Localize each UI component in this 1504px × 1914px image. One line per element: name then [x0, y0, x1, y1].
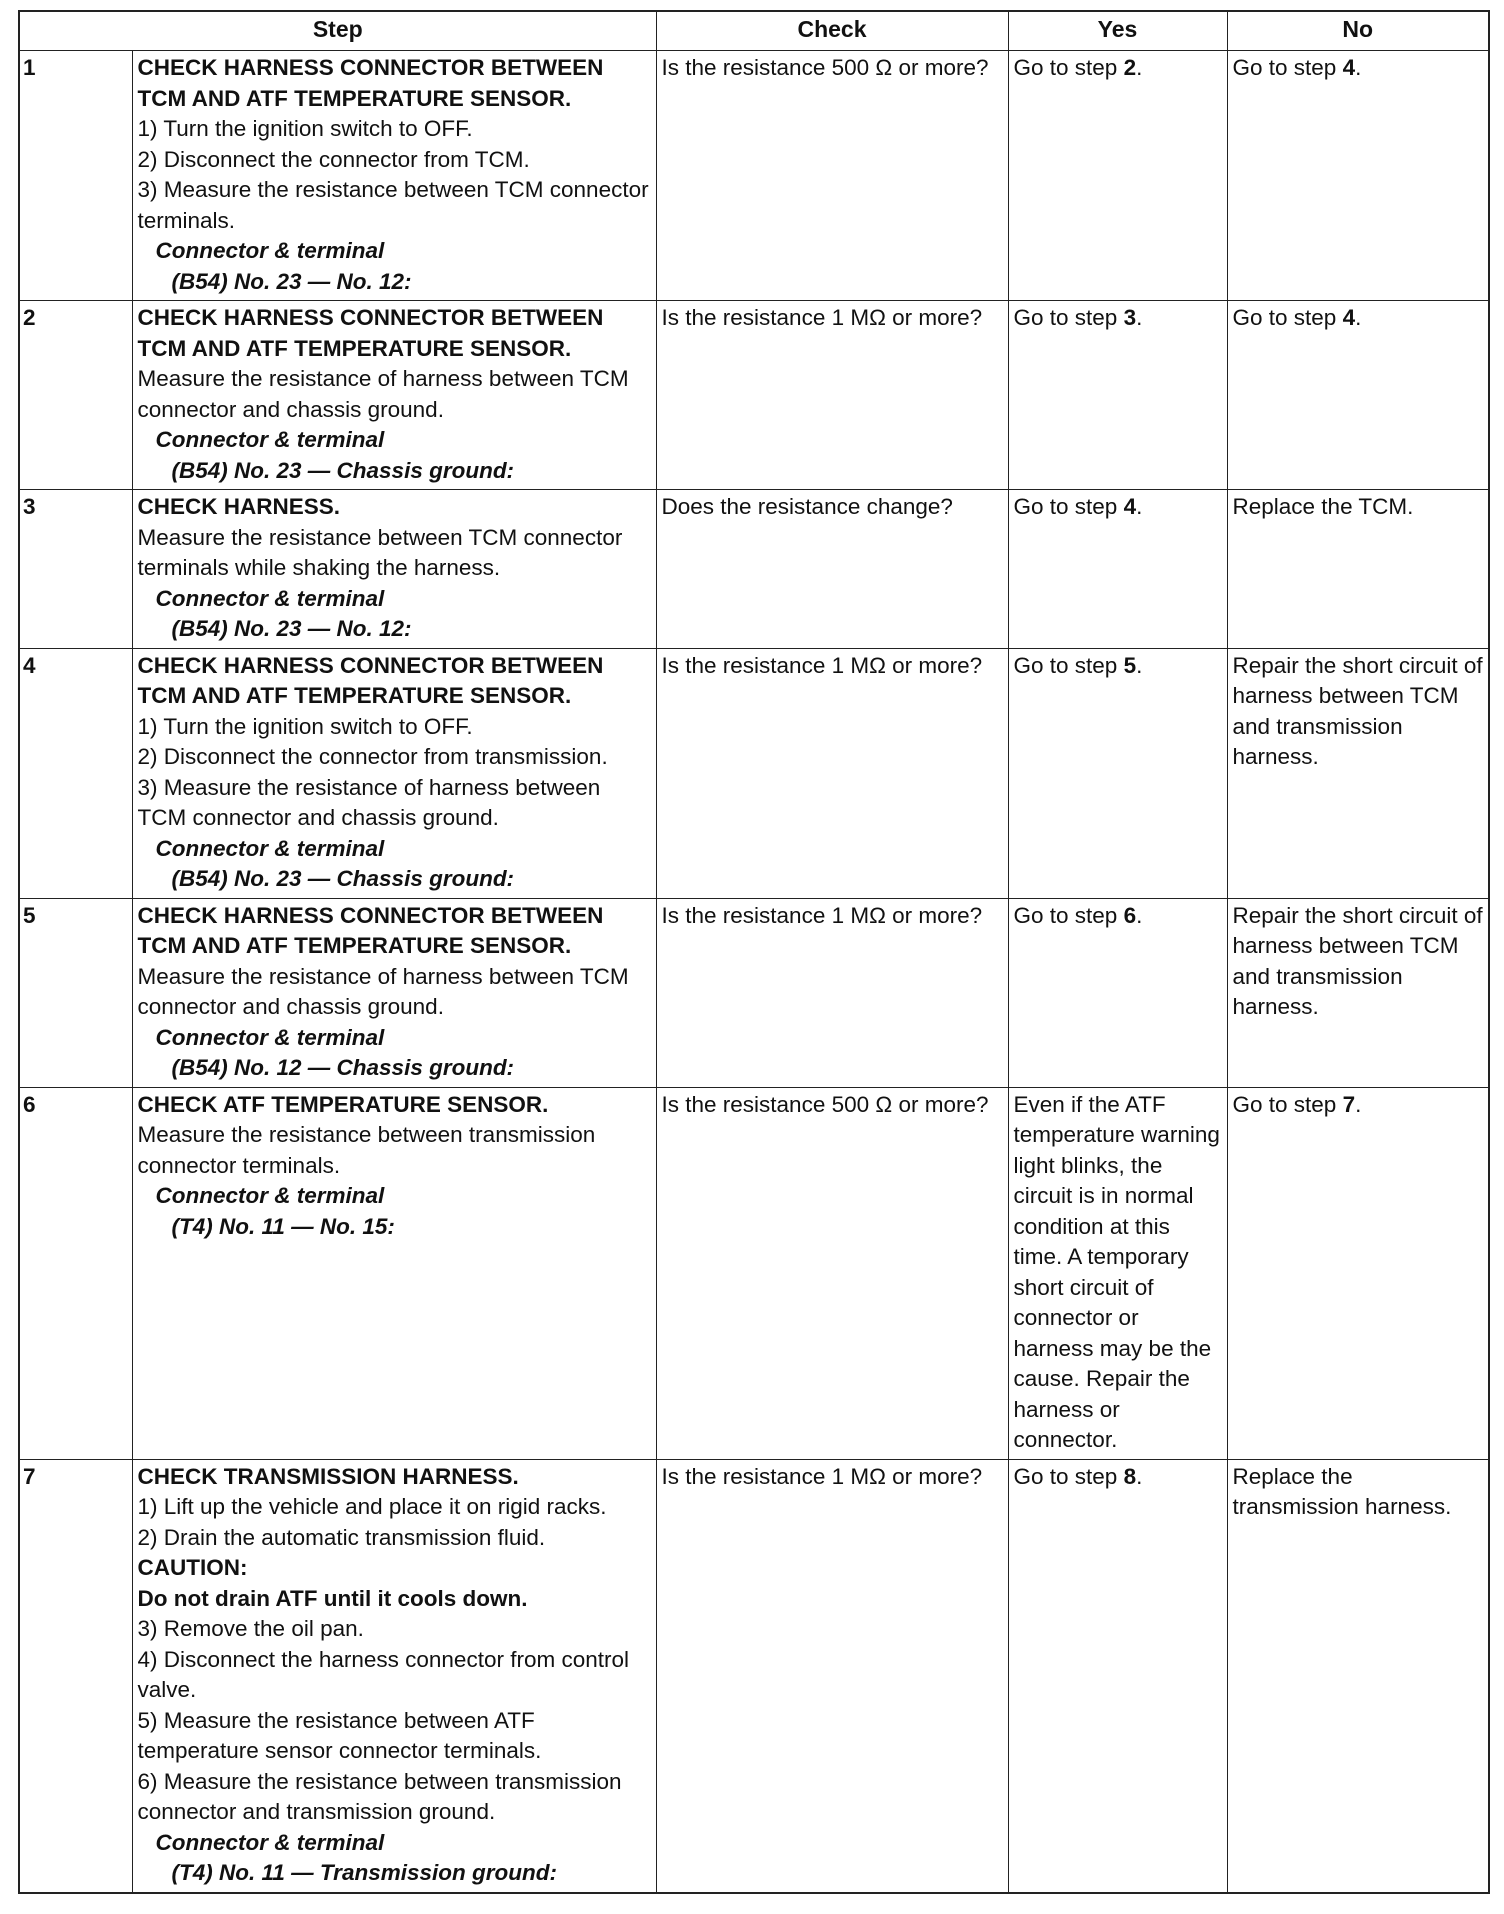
yes-action	[1008, 51, 1227, 301]
step-line: 2) Disconnect the connector from TCM.	[137, 146, 530, 172]
step-line: 6) Measure the resistance between transmission connector and transmission ground.	[137, 1768, 622, 1824]
step-number: 4	[19, 648, 132, 898]
step-title: CHECK HARNESS CONNECTOR BETWEEN TCM AND ATF TEMPERATURE SENSOR.	[137, 652, 604, 708]
yes-step-ref: 2	[1123, 55, 1137, 80]
step-description	[132, 301, 656, 490]
yes-suffix: .	[1136, 1463, 1143, 1489]
step-number: 7	[19, 1459, 132, 1893]
step-number: 3	[19, 490, 132, 649]
yes-step-ref: 3	[1123, 305, 1137, 330]
check-question: Is the resistance 1 MΩ or more?	[656, 301, 1008, 490]
connector-terminal-label: Connector & terminal	[155, 427, 385, 452]
check-question: Is the resistance 1 MΩ or more?	[656, 898, 1008, 1087]
no-action	[1227, 51, 1489, 301]
step-number: 2	[19, 301, 132, 490]
step-line: 3) Measure the resistance between TCM connector terminals.	[137, 177, 649, 233]
yes-suffix: .	[1136, 902, 1143, 928]
yes-step-ref: 6	[1123, 902, 1137, 928]
table-row	[19, 898, 1489, 1087]
step-description	[132, 648, 656, 898]
no-suffix: .	[1355, 1091, 1362, 1117]
check-question: Is the resistance 1 MΩ or more?	[656, 1459, 1008, 1893]
connector-terminal-label: Connector & terminal	[155, 1024, 385, 1050]
header-yes: Yes	[1008, 11, 1227, 51]
step-description	[132, 898, 656, 1087]
yes-suffix: .	[1136, 55, 1143, 80]
no-step-ref: 4	[1342, 305, 1356, 330]
connector-terminal-value: (B54) No. 23 — No. 12:	[171, 616, 412, 641]
table-row	[19, 1459, 1489, 1893]
yes-suffix: .	[1136, 652, 1143, 678]
yes-step-ref: 4	[1123, 494, 1137, 519]
header-step: Step	[19, 11, 656, 51]
step-line: 2) Disconnect the connector from transmission.	[137, 744, 608, 769]
yes-step-ref: 5	[1123, 652, 1137, 678]
yes-step-ref: 8	[1123, 1463, 1137, 1489]
no-step-ref: 4	[1342, 55, 1356, 80]
table-row	[19, 648, 1489, 898]
step-description	[132, 1087, 656, 1459]
yes-action	[1008, 301, 1227, 490]
no-suffix: .	[1355, 55, 1362, 80]
step-title: CHECK HARNESS CONNECTOR BETWEEN TCM AND ATF TEMPERATURE SENSOR.	[137, 902, 604, 958]
step-line: 5) Measure the resistance between ATF temperature sensor connector terminals.	[137, 1707, 542, 1763]
diagnostic-procedure-sheet	[18, 10, 1488, 1894]
step-line: 4) Disconnect the harness connector from control valve.	[137, 1646, 629, 1702]
check-question: Is the resistance 500 Ω or more?	[656, 1087, 1008, 1459]
step-title: CHECK HARNESS CONNECTOR BETWEEN TCM AND ATF TEMPERATURE SENSOR.	[137, 55, 604, 111]
connector-terminal-label: Connector & terminal	[155, 585, 385, 611]
no-action: Replace the transmission harness.	[1227, 1459, 1489, 1893]
header-row	[19, 11, 1489, 51]
step-description	[132, 490, 656, 649]
table-row	[19, 51, 1489, 301]
header-no: No	[1227, 11, 1489, 51]
step-title: CHECK HARNESS CONNECTOR BETWEEN TCM AND ATF TEMPERATURE SENSOR.	[137, 305, 604, 361]
yes-action: Even if the ATF temperature warning light blinks, the circuit is in normal condition at this time. A temporary short circuit of connector or harness may be the cause. Repair the harness or connector.	[1008, 1087, 1227, 1459]
yes-action	[1008, 898, 1227, 1087]
no-action: Repair the short circuit of harness between TCM and transmission harness.	[1227, 648, 1489, 898]
connector-terminal-value: (B54) No. 23 — Chassis ground:	[171, 457, 515, 483]
yes-suffix: .	[1136, 305, 1143, 330]
step-number: 6	[19, 1087, 132, 1459]
yes-prefix: Go to step	[1013, 305, 1124, 330]
connector-terminal-label: Connector & terminal	[155, 1829, 385, 1855]
yes-action	[1008, 648, 1227, 898]
no-action	[1227, 301, 1489, 490]
yes-action	[1008, 490, 1227, 649]
yes-prefix: Go to step	[1013, 1463, 1124, 1489]
yes-action	[1008, 1459, 1227, 1893]
step-line: 1) Lift up the vehicle and place it on rigid racks.	[137, 1494, 607, 1519]
step-description	[132, 51, 656, 301]
step-line: Measure the resistance between transmission connector terminals.	[137, 1122, 596, 1178]
yes-prefix: Go to step	[1013, 494, 1124, 519]
step-line: 1) Turn the ignition switch to OFF.	[137, 713, 473, 739]
table-row	[19, 1087, 1489, 1459]
step-line: Measure the resistance of harness between TCM connector and chassis ground.	[137, 366, 629, 422]
step-line: 3) Measure the resistance of harness between TCM connector and chassis ground.	[137, 774, 601, 830]
caution-text: Do not drain ATF until it cools down.	[137, 1585, 528, 1611]
connector-terminal-label: Connector & terminal	[155, 835, 385, 861]
yes-prefix: Go to step	[1013, 55, 1124, 80]
step-number: 5	[19, 898, 132, 1087]
caution-label: CAUTION:	[137, 1555, 248, 1580]
diagnostic-table	[18, 10, 1490, 1894]
no-prefix: Go to step	[1232, 55, 1343, 80]
step-line: 2) Drain the automatic transmission fluid.	[137, 1524, 546, 1550]
connector-terminal-value: (T4) No. 11 — No. 15:	[171, 1213, 395, 1239]
table-row	[19, 490, 1489, 649]
no-prefix: Go to step	[1232, 1091, 1343, 1117]
connector-terminal-value: (T4) No. 11 — Transmission ground:	[171, 1860, 557, 1885]
connector-terminal-label: Connector & terminal	[155, 238, 385, 263]
no-step-ref: 7	[1342, 1091, 1356, 1117]
step-line: Measure the resistance between TCM connector terminals while shaking the harness.	[137, 524, 623, 580]
connector-terminal-value: (B54) No. 23 — No. 12:	[171, 268, 412, 294]
yes-prefix: Go to step	[1013, 652, 1124, 678]
table-row	[19, 301, 1489, 490]
step-title: CHECK ATF TEMPERATURE SENSOR.	[137, 1091, 549, 1117]
connector-terminal-label: Connector & terminal	[155, 1183, 385, 1208]
check-question: Does the resistance change?	[656, 490, 1008, 649]
connector-terminal-value: (B54) No. 23 — Chassis ground:	[171, 866, 515, 891]
step-number: 1	[19, 51, 132, 301]
step-title: CHECK TRANSMISSION HARNESS.	[137, 1463, 519, 1489]
header-check: Check	[656, 11, 1008, 51]
no-action: Replace the TCM.	[1227, 490, 1489, 649]
step-line: 1) Turn the ignition switch to OFF.	[137, 116, 473, 141]
step-title: CHECK HARNESS.	[137, 494, 341, 519]
check-question: Is the resistance 1 MΩ or more?	[656, 648, 1008, 898]
yes-prefix: Go to step	[1013, 902, 1124, 928]
no-prefix: Go to step	[1232, 305, 1343, 330]
step-line: 3) Remove the oil pan.	[137, 1616, 364, 1641]
no-action	[1227, 1087, 1489, 1459]
connector-terminal-value: (B54) No. 12 — Chassis ground:	[171, 1055, 515, 1080]
no-suffix: .	[1355, 305, 1362, 330]
step-description	[132, 1459, 656, 1893]
check-question: Is the resistance 500 Ω or more?	[656, 51, 1008, 301]
step-line: Measure the resistance of harness between TCM connector and chassis ground.	[137, 963, 629, 1019]
no-action: Repair the short circuit of harness between TCM and transmission harness.	[1227, 898, 1489, 1087]
yes-suffix: .	[1136, 494, 1143, 519]
